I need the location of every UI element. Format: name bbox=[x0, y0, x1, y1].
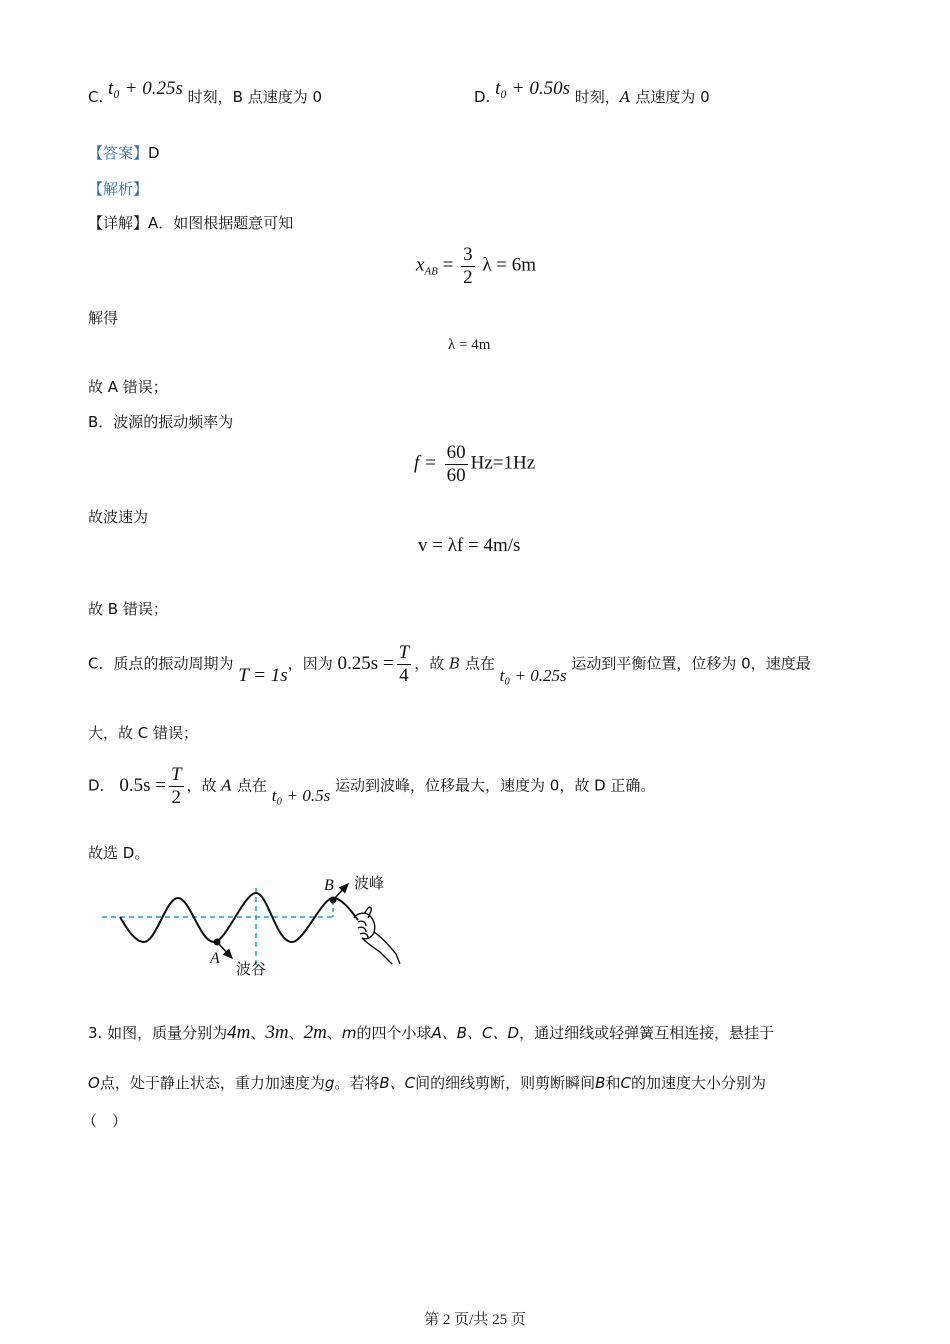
c-p4: 点在 bbox=[464, 654, 495, 673]
c-p2: ，因为 bbox=[287, 654, 333, 673]
d-m1-den: 2 bbox=[169, 786, 184, 809]
d-m1-num: T bbox=[170, 764, 182, 785]
equation-speed: v = λf = 4m/s bbox=[418, 535, 521, 556]
final-choice: 故选 D。 bbox=[88, 844, 150, 862]
q3-balls-label: 的四个小球 bbox=[356, 1024, 432, 1042]
q3-mass-3m: 3m bbox=[265, 1022, 289, 1043]
c-p3: ，故 bbox=[414, 654, 445, 673]
d-p3: 点在 bbox=[236, 776, 267, 795]
equation-frequency bbox=[414, 442, 535, 487]
option-d-var: A bbox=[619, 88, 631, 106]
answer-value: D bbox=[148, 144, 160, 162]
eq3-den: 60 bbox=[446, 464, 466, 486]
q3-line2-d: 的加速度大小分别为 bbox=[630, 1074, 766, 1092]
q3-and: 和 bbox=[605, 1074, 621, 1092]
eq1-den: 2 bbox=[463, 266, 473, 288]
c-time: t₀ + 0.25s bbox=[499, 665, 567, 685]
option-c-text: 时刻，B 点速度为 0 bbox=[187, 88, 323, 106]
q3-line1-end: ，通过细线或轻弹簧互相连接，悬挂于 bbox=[519, 1024, 775, 1042]
page-footer: 第 2 页/共 25 页 bbox=[424, 1312, 526, 1328]
eq1-fraction bbox=[461, 244, 475, 289]
option-c bbox=[88, 78, 323, 108]
equation-xab: $x_{AB}$ = $\frac{3}{2}$ λ = 6m bbox=[416, 244, 537, 288]
c-p1: C．质点的振动周期为 bbox=[88, 654, 234, 673]
c-var: B bbox=[449, 654, 461, 673]
q3-line1 bbox=[88, 1022, 774, 1044]
d-time: t₀ + 0.5s bbox=[271, 785, 331, 805]
q3-point-o: O bbox=[88, 1074, 100, 1092]
speed-intro: 故波速为 bbox=[88, 508, 149, 526]
d-m1-fraction bbox=[169, 764, 184, 809]
q3-mass-2m: 2m bbox=[303, 1022, 327, 1043]
d-p1: D． bbox=[88, 776, 115, 795]
q3-sep1: 、 bbox=[250, 1024, 266, 1042]
label-crest: 波峰 bbox=[354, 874, 385, 892]
q3-mass-m: m bbox=[341, 1024, 357, 1042]
q3-g: g bbox=[324, 1074, 335, 1092]
c-m2-den: 4 bbox=[397, 664, 412, 687]
eq3-lhs: f = bbox=[414, 452, 437, 474]
option-d bbox=[474, 78, 710, 108]
c-m2-lhs: 0.25s = bbox=[337, 652, 394, 674]
eq1-num: 3 bbox=[463, 244, 473, 265]
eq1-rhs: λ = 6m bbox=[482, 254, 537, 276]
q3-line2-b: 。若将 bbox=[334, 1074, 380, 1092]
q3-line2-c: 间的细线剪断，则剪断瞬间 bbox=[415, 1074, 596, 1092]
option-c-label: C. bbox=[88, 88, 104, 106]
q3-line2 bbox=[88, 1072, 766, 1093]
eq1-lhs-sub: AB bbox=[424, 265, 438, 278]
arrow-b bbox=[333, 884, 348, 900]
label-a: A bbox=[210, 950, 220, 967]
d-explanation bbox=[88, 764, 655, 809]
equation-lambda: λ = 4m bbox=[448, 337, 491, 353]
c-m2-num: T bbox=[398, 642, 410, 663]
wave-figure bbox=[96, 868, 416, 980]
option-d-text-suffix: 点速度为 0 bbox=[630, 88, 710, 106]
d-p4: 运动到波峰，位移最大，速度为 0，故 D 正确。 bbox=[335, 776, 656, 795]
d-p2: ，故 bbox=[186, 776, 217, 795]
option-d-text-prefix: 时刻， bbox=[574, 88, 620, 106]
c-p5: 运动到平衡位置，位移为 0，速度最 bbox=[571, 654, 811, 673]
option-d-label: D. bbox=[474, 88, 491, 106]
q3-sep2: 、 bbox=[288, 1024, 304, 1042]
option-d-expr: t₀ + 0.50s bbox=[495, 78, 570, 99]
analysis-tag: 【解析】 bbox=[88, 180, 149, 198]
q3-line2-a: 点，处于静止状态，重力加速度为 bbox=[99, 1074, 325, 1092]
label-b: B bbox=[324, 877, 334, 894]
d-m1-lhs: 0.5s = bbox=[119, 774, 166, 796]
a-conclusion: 故 A 错误； bbox=[88, 378, 168, 396]
q3-mass-4m: 4m bbox=[227, 1022, 251, 1043]
d-var: A bbox=[221, 776, 233, 795]
eq1-lhs: x bbox=[416, 254, 425, 276]
detail-tag: 【详解】 bbox=[88, 214, 149, 232]
label-trough: 波谷 bbox=[236, 960, 267, 978]
c-period: T = 1s bbox=[238, 664, 288, 686]
detail-intro bbox=[88, 212, 293, 233]
q3-bc: B、C bbox=[379, 1074, 416, 1092]
q3-sep3: 、 bbox=[326, 1024, 342, 1042]
answer-tag: 【答案】 bbox=[88, 144, 149, 162]
q3-balls: A、B、C、D bbox=[431, 1024, 520, 1042]
solve-label: 解得 bbox=[88, 309, 119, 327]
eq3-rhs: Hz=1Hz bbox=[470, 452, 536, 474]
b-intro: B．波源的振动频率为 bbox=[88, 413, 234, 431]
q3-b2: B bbox=[595, 1074, 606, 1092]
hand-icon bbox=[354, 907, 400, 964]
b-conclusion: 故 B 错误； bbox=[88, 600, 168, 618]
q3-intro: 3. 如图，质量分别为 bbox=[88, 1024, 228, 1042]
q3-c2: C bbox=[620, 1074, 631, 1092]
q3-choice-blank: （ ） bbox=[82, 1112, 128, 1130]
c-explanation bbox=[88, 642, 811, 687]
eq3-fraction bbox=[445, 442, 468, 487]
c-m2-fraction bbox=[397, 642, 412, 687]
eq3-num: 60 bbox=[446, 442, 466, 463]
option-c-expr: t₀ + 0.25s bbox=[108, 78, 183, 99]
c-conclusion: 大，故 C 错误； bbox=[88, 724, 199, 742]
answer-line bbox=[88, 142, 160, 163]
detail-a-intro: A．如图根据题意可知 bbox=[148, 214, 294, 232]
